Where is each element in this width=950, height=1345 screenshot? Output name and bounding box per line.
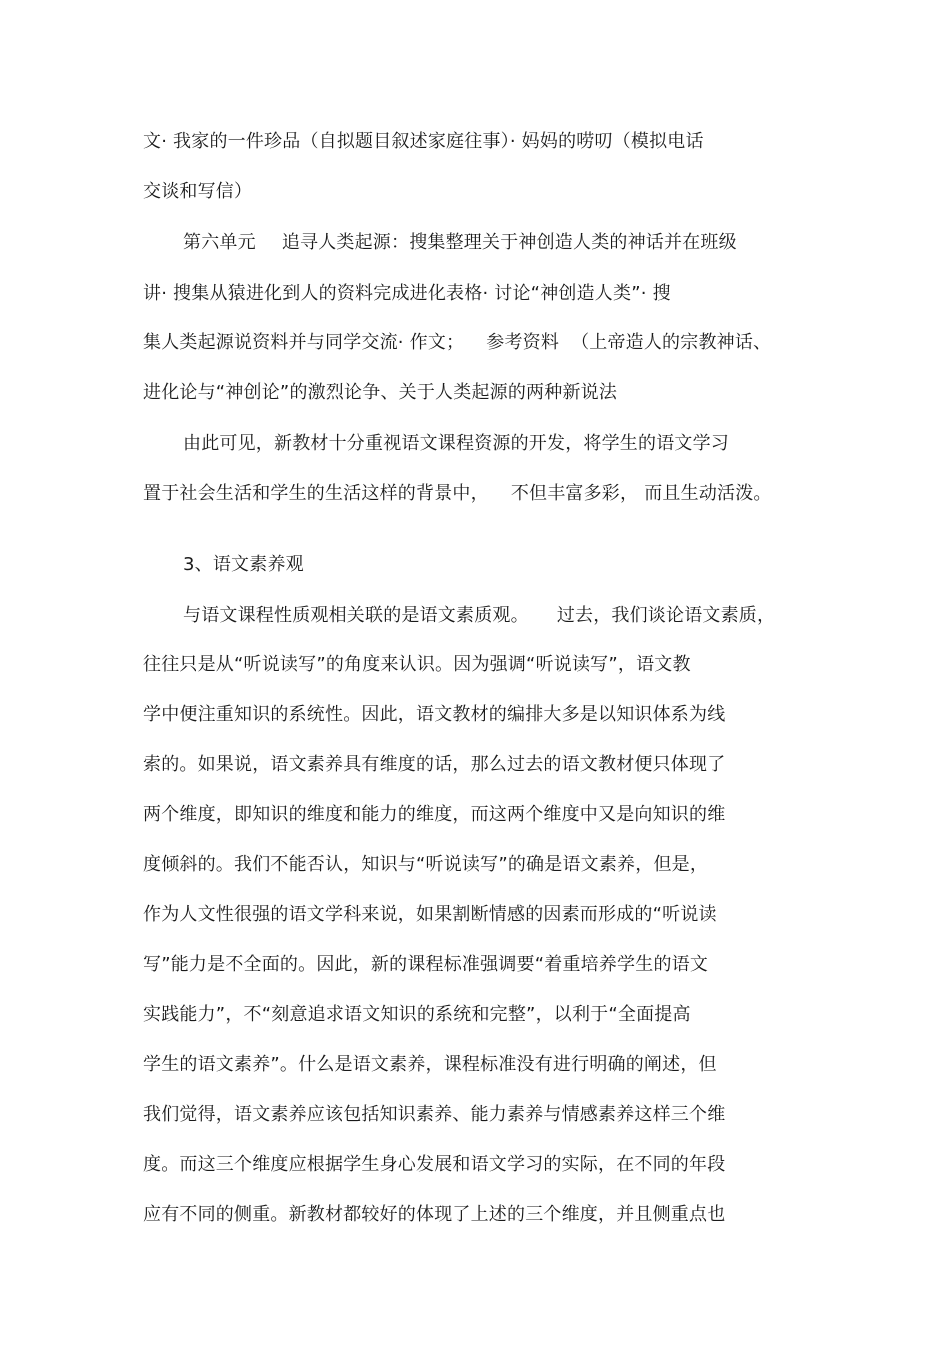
unit-label: 第六单元: [183, 232, 256, 253]
text-line: 实践能力”，不“刻意追求语文知识的系统和完整”，以利于“全面提高: [143, 1004, 691, 1025]
text-line: 往往只是从“听说读写”的角度来认识。因为强调“听说读写”，语文教: [143, 654, 691, 675]
text-line: 索的。如果说，语文素养具有维度的话，那么过去的语文教材便只体现了: [143, 754, 726, 775]
text-line: 讲· 搜集从猿进化到人的资料完成进化表格· 讨论“神创造人类”· 搜: [143, 283, 671, 304]
text-line: 两个维度，即知识的维度和能力的维度，而这两个维度中又是向知识的维: [143, 804, 726, 825]
section-heading: 3、语文素养观: [183, 554, 304, 575]
text-line: 交谈和写信）: [143, 181, 253, 202]
text-line: 我们觉得，语文素养应该包括知识素养、能力素养与情感素养这样三个维: [143, 1104, 726, 1125]
paragraph-start-line: 与语文课程性质观相关联的是语文素质观。 过去，我们谈论语文素质，: [183, 605, 776, 626]
text-line: 进化论与“神创论”的激烈论争、关于人类起源的两种新说法: [143, 382, 618, 403]
text-line: 写”能力是不全面的。因此，新的课程标准强调要“着重培养学生的语文: [143, 954, 709, 975]
unit-heading-line: 第六单元 追寻人类起源：搜集整理关于神创造人类的神话并在班级: [183, 232, 737, 253]
text-line: 文· 我家的一件珍品（自拟题目叙述家庭往事）· 妈妈的唠叨（模拟电话: [143, 131, 704, 152]
text-line: 度。而这三个维度应根据学生身心发展和语文学习的实际，在不同的年段: [143, 1154, 726, 1175]
text-line: 作为人文性很强的语文学科来说，如果割断情感的因素而形成的“听说读: [143, 904, 717, 925]
text-line: 应有不同的侧重。新教材都较好的体现了上述的三个维度，并且侧重点也: [143, 1204, 726, 1225]
text-line: 学中便注重知识的系统性。因此，语文教材的编排大多是以知识体系为线: [143, 704, 726, 725]
text-line: 度倾斜的。我们不能否认，知识与“听说读写”的确是语文素养，但是，: [143, 854, 709, 875]
paragraph-start-line: 由此可见，新教材十分重视语文课程资源的开发，将学生的语文学习: [183, 433, 729, 454]
text-line: 学生的语文素养”。什么是语文素养，课程标准没有进行明确的阐述，但: [143, 1054, 717, 1075]
text-line: 置于社会生活和学生的生活这样的背景中， 不但丰富多彩， 而且生动活泼。: [143, 483, 772, 504]
text-line: 集人类起源说资料并与同学交流· 作文； 参考资料 （上帝造人的宗教神话、: [143, 332, 772, 353]
